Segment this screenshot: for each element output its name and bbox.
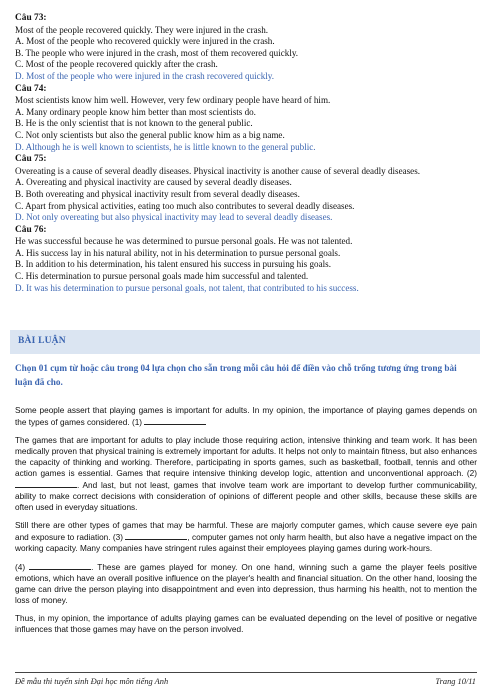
option-c: C. His determination to pursue personal goals made him successful and talented. xyxy=(15,271,309,282)
question-list xyxy=(15,12,477,294)
section-header-bar xyxy=(10,330,480,354)
essay-text: Some people assert that playing games is important for adults. In my opinion, the importance of playing games depends on the types of games considered. (1) xyxy=(15,406,477,428)
essay-text: . And last, but not least, games that involve team work are important to develop further communicability, ability to make correct decisions with consideration of opinions of different people and other skills, because these skills are often used in everyday situations. xyxy=(15,481,477,513)
essay-paragraph xyxy=(15,561,477,606)
question-heading: Câu 75: xyxy=(15,154,47,165)
option-a: A. Many ordinary people know him better than most scientists do. xyxy=(15,106,256,117)
option-b: B. He is the only scientist that is not known to the general public. xyxy=(15,118,253,129)
question-block xyxy=(15,154,477,224)
option-c: C. Most of the people recovered quickly after the crash. xyxy=(15,59,218,70)
essay-text: The games that are important for adults to play include those requiring action, intensive thinking and team work. It has been medically proven that physical training is extremely important for adults. It helps not only to maintain fitness, but also enhances the capacity of thinking and working. Therefore, participating in sports games, such as basketball, football, tennis and other action games is essential. Games that require intensive thinking develop logic, attention and unconventional approach. (2) xyxy=(15,435,477,478)
essay-body xyxy=(15,405,477,641)
question-prompt: Overeating is a cause of several deadly diseases. Physical inactivity is another cause of several deadly diseases. xyxy=(15,165,421,176)
question-block xyxy=(15,225,477,295)
section-instruction: Chọn 01 cụm từ hoặc câu trong 04 lựa chọn cho sẵn trong mỗi câu hỏi để điền vào chỗ trống tương ứng trong bài luận đã cho. xyxy=(15,363,457,387)
essay-text: (4) xyxy=(15,562,26,572)
essay-paragraph xyxy=(15,520,477,554)
option-a: A. Overeating and physical inactivity are caused by several deadly diseases. xyxy=(15,177,292,188)
essay-text: . These are games played for money. On one hand, winning such a game the player feels positive emotions, which have an overall positive influence on the player's health and financial situation. On the other hand, loosing the game can drive the person playing into disappointment and even into depression, thus harming his health, not to mention the loss of money. xyxy=(15,562,477,605)
essay-text: , computer games not only harm health, but also have a negative impact on the working capacity. Many companies have stringent rules against their employees playing games during work-hours. xyxy=(15,532,477,554)
option-b: B. Both overeating and physical inactivity result from several deadly diseases. xyxy=(15,188,300,199)
blank-3 xyxy=(125,531,187,540)
footer-title: Đề mẫu thi tuyển sinh Đại học môn tiếng Anh xyxy=(15,677,169,686)
question-heading: Câu 76: xyxy=(15,224,47,235)
question-prompt: He was successful because he was determined to pursue personal goals. He was not talented. xyxy=(15,236,353,247)
blank-4 xyxy=(29,561,91,570)
question-heading: Câu 74: xyxy=(15,83,47,94)
blank-1 xyxy=(144,416,206,425)
essay-text: Thus, in my opinion, the importance of adults playing games can be evaluated depending on the level of positive or negative influences that those games may have on the person involved. xyxy=(15,613,477,634)
option-c: C. Not only scientists but also the general public know him as a big name. xyxy=(15,129,285,140)
essay-paragraph xyxy=(15,613,477,635)
option-b: B. In addition to his determination, his talent ensured his success in pursuing his goals. xyxy=(15,259,331,270)
question-heading: Câu 73: xyxy=(15,13,47,23)
option-d-answer: D. Not only overeating but also physical inactivity may lead to several deadly diseases. xyxy=(15,212,333,223)
essay-text: Still there are other types of games that may be harmful. These are majorly computer games, which cause severe eye pain and exposure to radiation. (3) xyxy=(15,520,477,542)
option-a: A. His success lay in his natural ability, not in his determination to pursue personal goals. xyxy=(15,247,341,258)
question-block xyxy=(15,13,477,83)
question-prompt: Most of the people recovered quickly. They were injured in the crash. xyxy=(15,24,269,35)
option-c: C. Apart from physical activities, eating too much also contributes to several deadly diseases. xyxy=(15,200,355,211)
option-d-answer: D. Most of the people who were injured in the crash recovered quickly. xyxy=(15,70,275,81)
option-d-answer: D. It was his determination to pursue personal goals, not talent, that contributed to his success. xyxy=(15,282,359,293)
option-a: A. Most of the people who recovered quickly were injured in the crash. xyxy=(15,36,275,47)
option-b: B. The people who were injured in the crash, most of them recovered quickly. xyxy=(15,47,299,58)
essay-paragraph xyxy=(15,405,477,428)
question-prompt: Most scientists know him well. However, very few ordinary people have heard of him. xyxy=(15,95,331,106)
question-block xyxy=(15,84,477,154)
section-title: BÀI LUẬN xyxy=(18,336,66,346)
essay-paragraph xyxy=(15,435,477,514)
page-number: Trang 10/11 xyxy=(435,677,476,686)
option-d-answer: D. Although he is well known to scientists, he is little known to the general public. xyxy=(15,141,316,152)
footer-divider xyxy=(15,672,477,673)
blank-2 xyxy=(15,479,77,488)
